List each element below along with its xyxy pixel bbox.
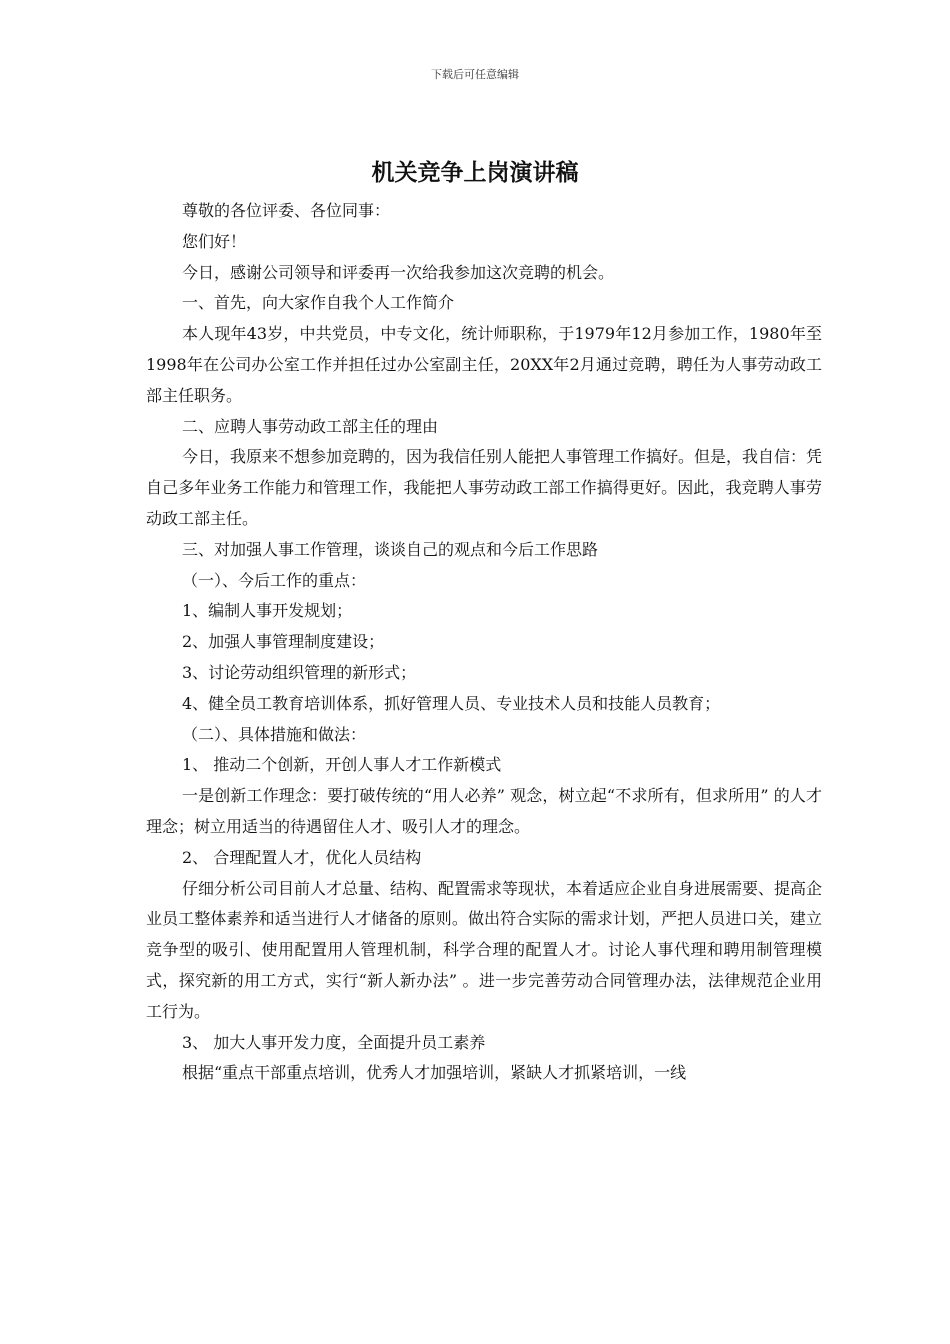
- list-item: 2、 合理配置人才，优化人员结构: [182, 847, 422, 867]
- paragraph: 今日，感谢公司领导和评委再一次给我参加这次竞聘的机会。: [182, 262, 615, 282]
- section-heading: 一、首先，向大家作自我个人工作简介: [182, 293, 455, 313]
- section-heading: 三、对加强人事工作管理，谈谈自己的观点和今后工作思路: [182, 539, 599, 559]
- paragraph: 仔细分析公司目前人才总量、结构、配置需求等现状，本着适应企业自身进展需要、提高企业员工整体素养和适当进行人才储备的原则。做出符合实际的需求计划，严把人员进口关，建立竞争型的吸引、使用配置用人管理机制，科学合理的配置人才。讨论人事代理和聘用制管理模式，探究新的用工方式，实行“新人新办法” 。进一步完善劳动合同管理办法，法律规范企业用工行为。: [146, 878, 823, 1021]
- document-body: [146, 196, 822, 1089]
- subsection-heading: （二）、具体措施和做法：: [182, 724, 367, 744]
- list-item: 1、 推动二个创新，开创人事人才工作新模式: [182, 755, 502, 775]
- section-heading: 二、应聘人事劳动政工部主任的理由: [182, 416, 439, 436]
- subsection-heading: （一）、今后工作的重点：: [182, 570, 367, 590]
- paragraph: 尊敬的各位评委、各位同事：: [182, 201, 391, 220]
- page-header: 下载后可任意编辑: [431, 68, 519, 81]
- list-item: 2、加强人事管理制度建设；: [182, 632, 385, 652]
- document-title: 机关竞争上岗演讲稿: [371, 159, 579, 186]
- paragraph: 您们好！: [182, 231, 247, 251]
- paragraph: 今日，我原来不想参加竞聘的，因为我信任别人能把人事管理工作搞好。但是，我自信：凭自己多年业务工作能力和管理工作，我能把人事劳动政工部工作搞得更好。因此，我竞聘人事劳动政工部主任。: [146, 447, 823, 528]
- list-item: 1、编制人事开发规划；: [182, 601, 353, 621]
- list-item: 4、健全员工教育培训体系，抓好管理人员、专业技术人员和技能人员教育；: [182, 693, 721, 713]
- paragraph: 本人现年43岁，中共党员，中专文化，统计师职称，于1979年12月参加工作，1980年至1998年在公司办公室工作并担任过办公室副主任，20XX年2月通过竞聘，聘任为人事劳动政工部主任职务。: [146, 324, 822, 405]
- paragraph: 根据“重点干部重点培训，优秀人才加强培训，紧缺人才抓紧培训，一线: [182, 1063, 687, 1083]
- list-item: 3、 加大人事开发力度，全面提升员工素养: [182, 1032, 486, 1052]
- paragraph: 一是创新工作理念：要打破传统的“用人必养” 观念，树立起“不求所有，但求所用” 的人才理念；树立用适当的待遇留住人才、吸引人才的理念。: [146, 786, 822, 836]
- list-item: 3、讨论劳动组织管理的新形式；: [182, 662, 417, 682]
